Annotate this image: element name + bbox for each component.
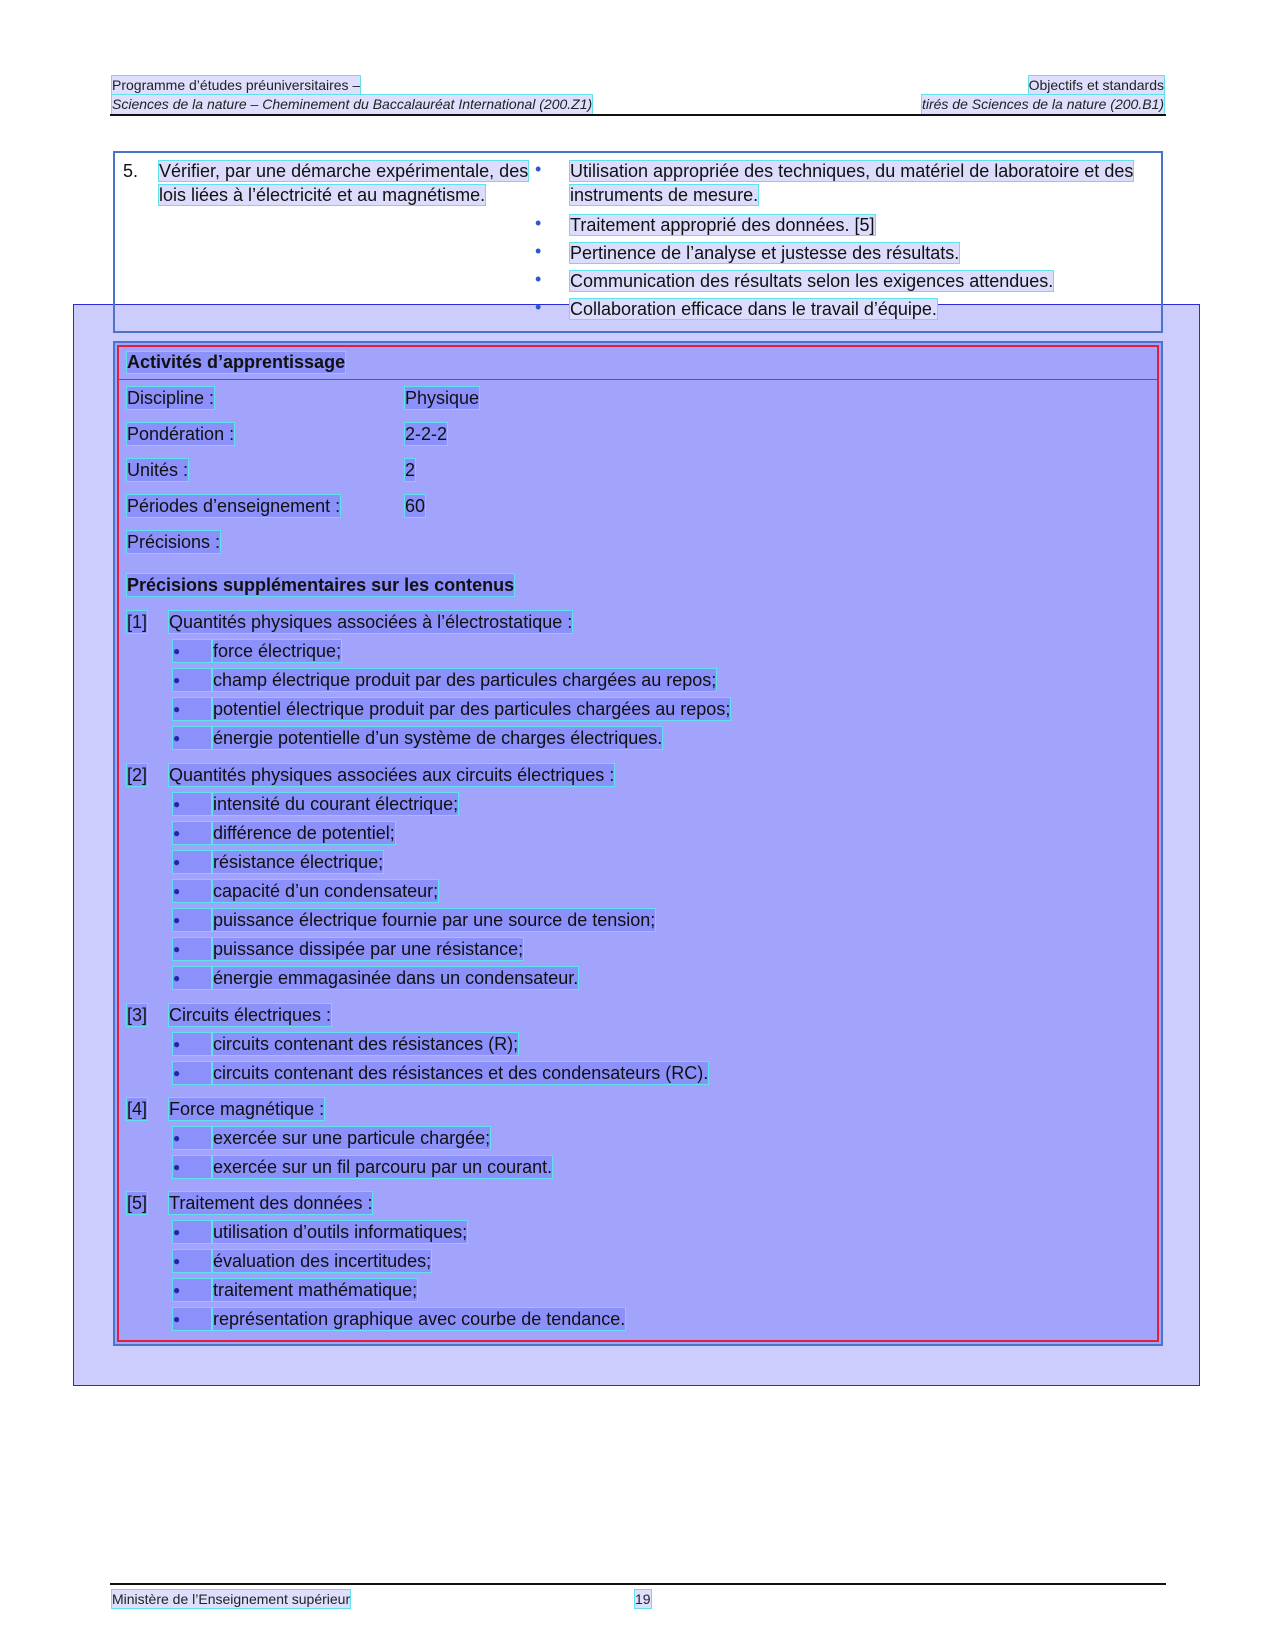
- list-item: exercée sur un fil parcouru par un courant.: [213, 1157, 553, 1177]
- field-label-weighting: Pondération :: [127, 424, 235, 444]
- bullet-icon: ●: [173, 640, 211, 662]
- field-value-discipline: Physique: [405, 388, 480, 408]
- bullet-icon: •: [535, 159, 542, 179]
- field-label-units: Unités :: [127, 460, 189, 480]
- list-item: capacité d’un condensateur;: [213, 881, 439, 901]
- activities-title-row: [119, 347, 1157, 380]
- header-program: Programme d’études préuniversitaires –: [112, 77, 361, 93]
- bullet-icon: ●: [173, 669, 211, 691]
- list-item: circuits contenant des résistances et des condensateurs (RC).: [213, 1063, 709, 1083]
- bullet-icon: ●: [173, 727, 211, 749]
- section-title: Traitement des données :: [169, 1193, 373, 1213]
- bullet-icon: ●: [173, 1127, 211, 1149]
- section-title: Circuits électriques :: [169, 1005, 332, 1025]
- section-number: [3]: [127, 1005, 148, 1025]
- bullet-icon: •: [535, 213, 542, 233]
- field-label-precisions: Précisions :: [127, 532, 221, 552]
- competency-number: 5.: [123, 161, 139, 181]
- header-source: tirés de Sciences de la nature (200.B1): [921, 96, 1164, 112]
- bullet-icon: ●: [173, 1062, 211, 1084]
- bullet-icon: ●: [173, 880, 211, 902]
- list-item: exercée sur une particule chargée;: [213, 1128, 491, 1148]
- bullet-icon: ●: [173, 851, 211, 873]
- page-number: 19: [635, 1591, 651, 1607]
- bullet-icon: ●: [173, 822, 211, 844]
- bullet-icon: ●: [173, 1221, 211, 1243]
- page-header: [112, 76, 1164, 114]
- list-item: différence de potentiel;: [213, 823, 395, 843]
- list-item: potentiel électrique produit par des particules chargées au repos;: [213, 699, 731, 719]
- page-footer: [112, 1590, 652, 1608]
- field-label-discipline: Discipline :: [127, 388, 215, 408]
- bullet-icon: ●: [173, 1279, 211, 1301]
- list-item: résistance électrique;: [213, 852, 384, 872]
- header-divider: [110, 114, 1166, 116]
- header-section: Objectifs et standards: [1028, 77, 1164, 93]
- field-value-periods: 60: [405, 496, 426, 516]
- list-item: puissance dissipée par une résistance;: [213, 939, 524, 959]
- section-title: Quantités physiques associées à l’électrostatique :: [169, 612, 573, 632]
- list-item: force électrique;: [213, 641, 342, 661]
- list-item: énergie potentielle d’un système de charges électriques.: [213, 728, 663, 748]
- list-item: évaluation des incertitudes;: [213, 1251, 432, 1271]
- bullet-icon: •: [535, 297, 542, 317]
- bullet-icon: ●: [173, 1308, 211, 1330]
- bullet-icon: •: [535, 241, 542, 261]
- header-program-name: Sciences de la nature – Cheminement du Baccalauréat International (200.Z1): [112, 96, 593, 112]
- list-item: champ électrique produit par des particules chargées au repos;: [213, 670, 717, 690]
- bullet-icon: ●: [173, 793, 211, 815]
- content-subtitle: Précisions supplémentaires sur les contenus: [127, 575, 515, 595]
- section-number: [4]: [127, 1099, 148, 1119]
- section-title: Force magnétique :: [169, 1099, 325, 1119]
- list-item: représentation graphique avec courbe de tendance.: [213, 1309, 626, 1329]
- list-item: traitement mathématique;: [213, 1280, 418, 1300]
- bullet-icon: ●: [173, 1250, 211, 1272]
- section-number: [5]: [127, 1193, 148, 1213]
- bullet-icon: ●: [173, 909, 211, 931]
- list-item: énergie emmagasinée dans un condensateur.: [213, 968, 579, 988]
- field-label-periods: Périodes d’enseignement :: [127, 496, 341, 516]
- activities-title: Activités d’apprentissage: [127, 352, 346, 372]
- list-item: circuits contenant des résistances (R);: [213, 1034, 519, 1054]
- footer-divider: [110, 1583, 1166, 1585]
- list-item: utilisation d’outils informatiques;: [213, 1222, 468, 1242]
- bullet-icon: ●: [173, 698, 211, 720]
- bullet-icon: •: [535, 269, 542, 289]
- list-item: puissance électrique fournie par une source de tension;: [213, 910, 656, 930]
- section-title: Quantités physiques associées aux circuits électriques :: [169, 765, 615, 785]
- learning-activities-box: [113, 341, 1163, 1346]
- footer-ministry: Ministère de l’Enseignement supérieur: [112, 1591, 351, 1607]
- bullet-icon: ●: [173, 967, 211, 989]
- field-value-units: 2: [405, 460, 416, 480]
- bullet-icon: ●: [173, 1156, 211, 1178]
- field-value-weighting: 2-2-2: [405, 424, 448, 444]
- learning-activities-inner: [117, 345, 1159, 1342]
- bullet-icon: ●: [173, 938, 211, 960]
- list-item: intensité du courant électrique;: [213, 794, 459, 814]
- section-number: [2]: [127, 765, 148, 785]
- competency-text: Vérifier, par une démarche expérimentale, des lois liées à l’électricité et au magnétisme.: [159, 161, 529, 205]
- bullet-icon: ●: [173, 1033, 211, 1055]
- competency-table: 5. Vérifier, par une démarche expérimentale, des lois liées à l’électricité et au magnétisme. • Utilisation appropriée des techniques, du matériel de laboratoire et des instruments de mesure. • Traitement approprié des données. [5] • Pertinence de l’analyse et justesse des résultats. • Communication des résultats selon les exigences attendues. • Collaboration efficace dans le travail d’équipe.: [113, 151, 1163, 333]
- section-number: [1]: [127, 612, 148, 632]
